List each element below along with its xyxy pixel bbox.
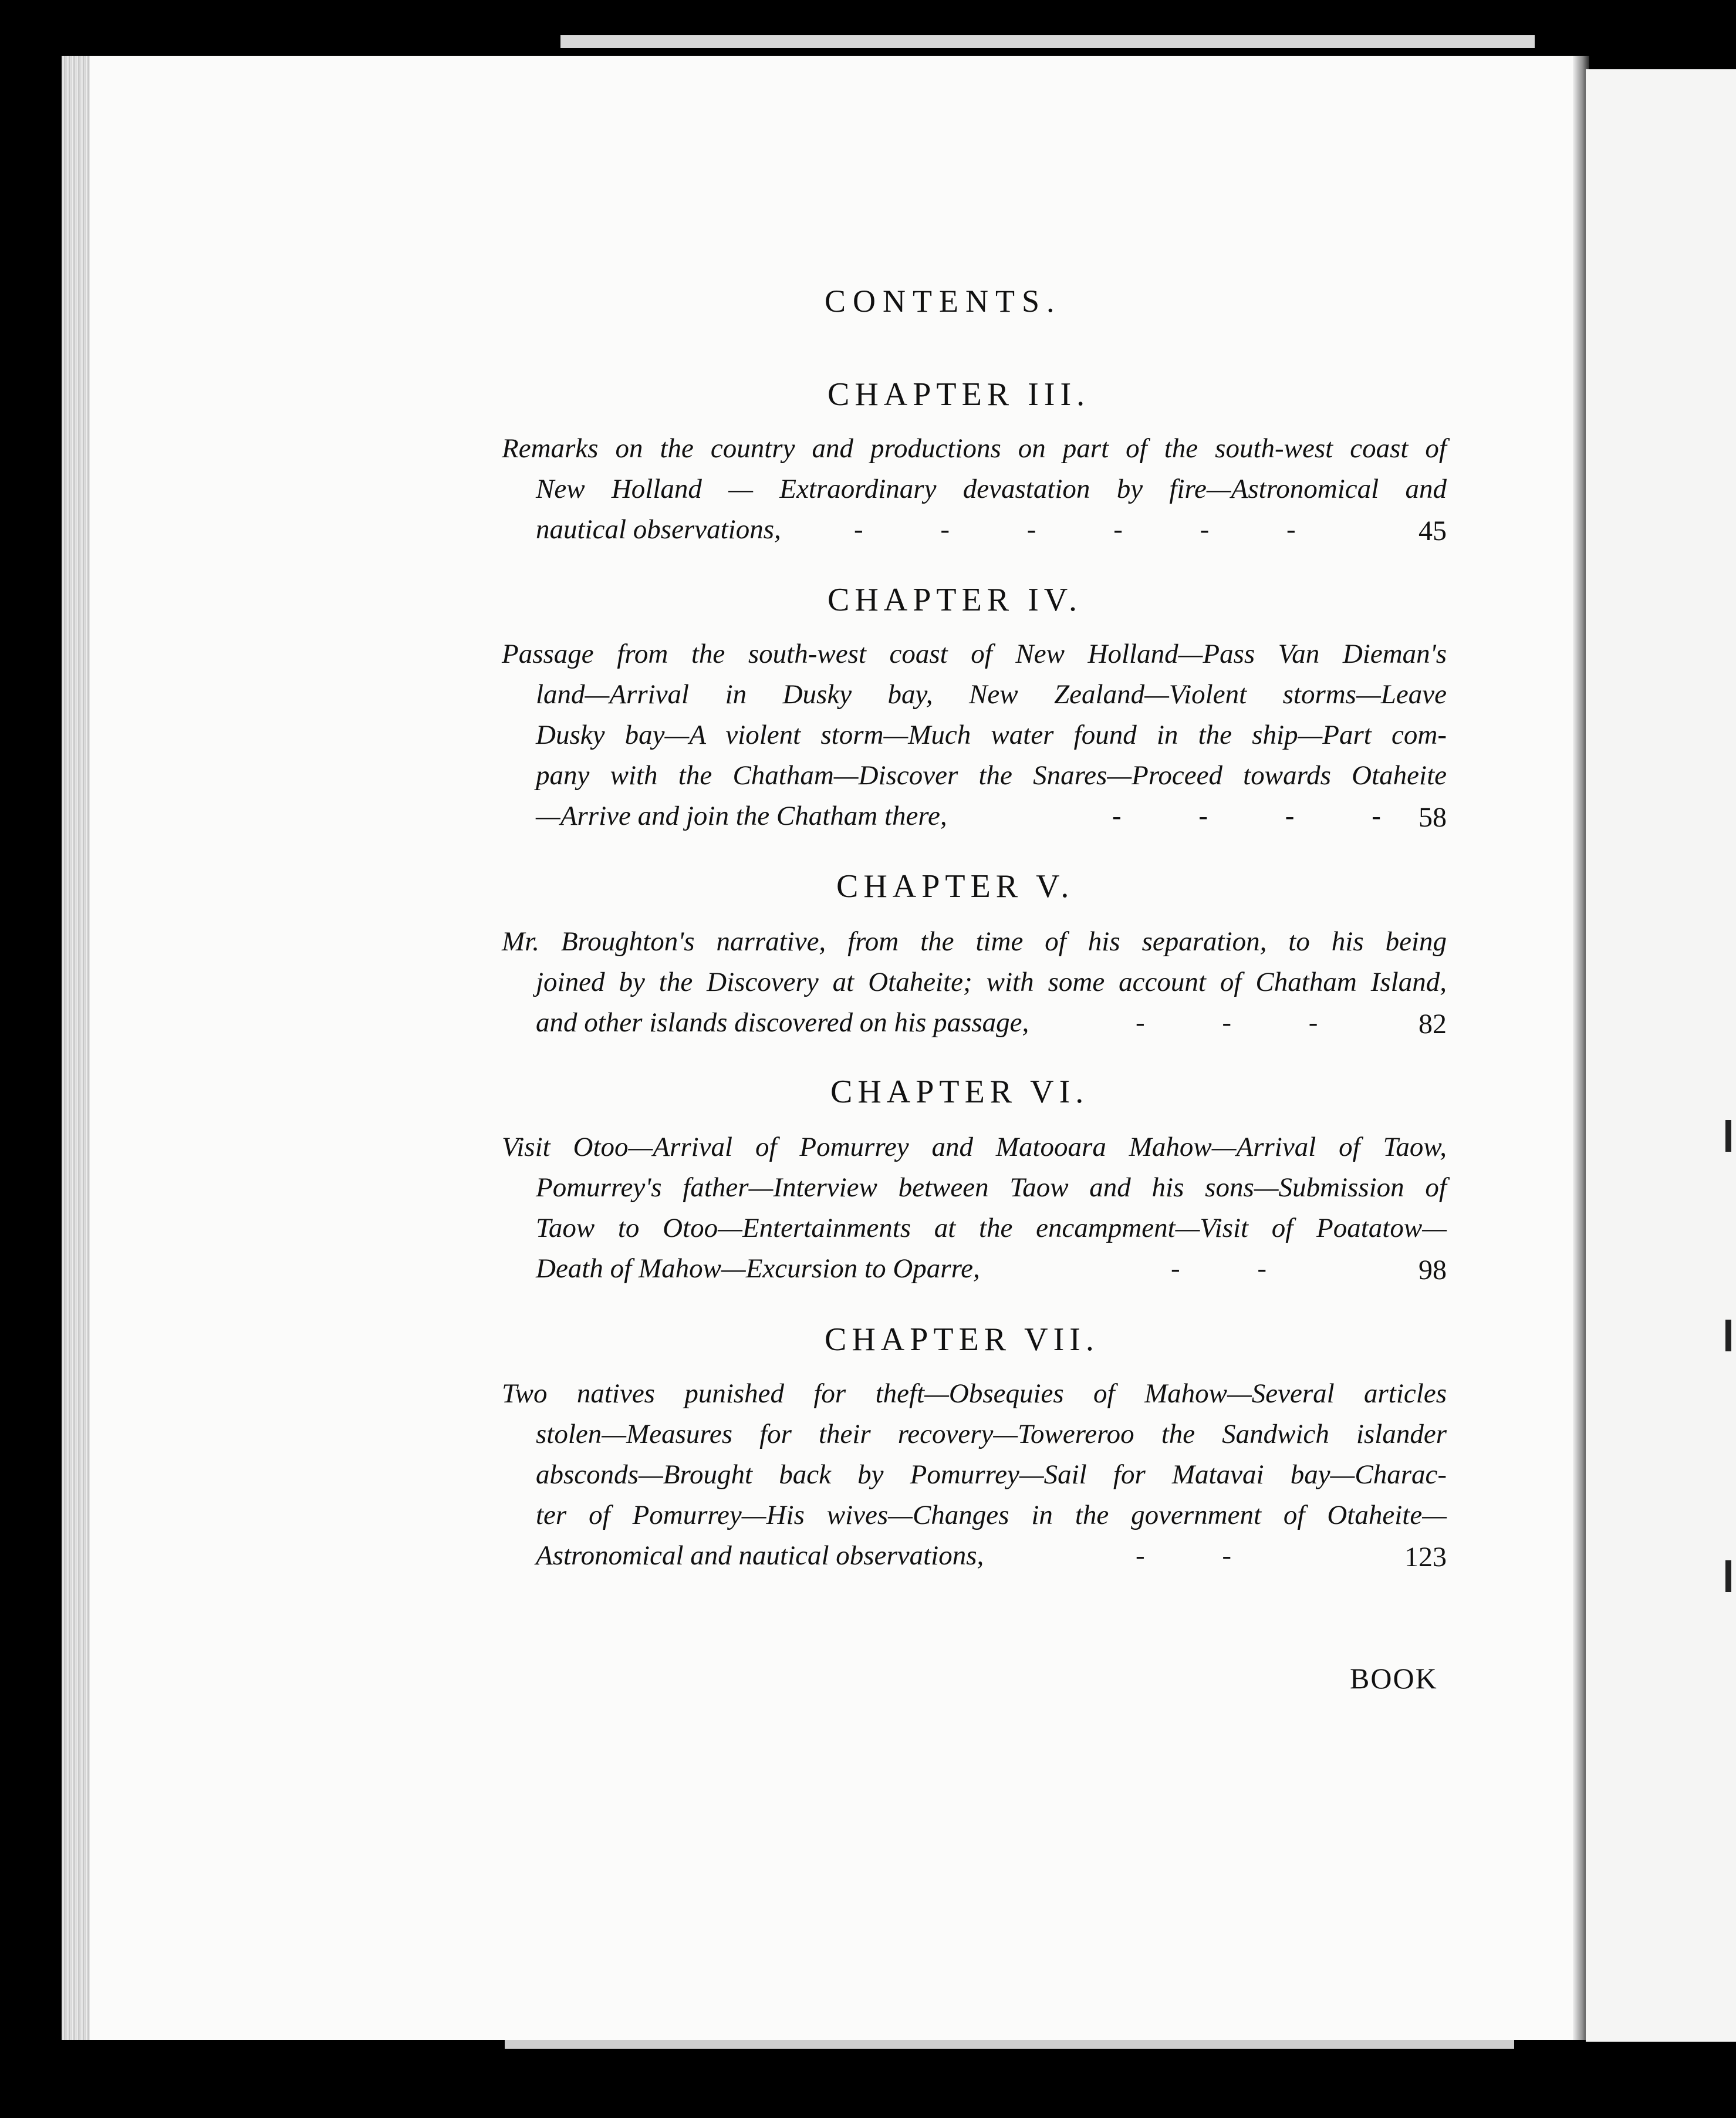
catchword: BOOK	[1350, 1662, 1438, 1695]
facing-page-mark	[1725, 1560, 1731, 1592]
book-page	[62, 56, 1585, 2040]
summary-line: Dusky bay—A violent storm—Much water found in the ship—Part com-	[536, 720, 1447, 750]
summary-line-last	[502, 1249, 1447, 1289]
summary-line: Passage from the south-west coast of New Holland—Pass Van Dieman's	[502, 639, 1447, 669]
page-number: 98	[1418, 1254, 1447, 1286]
page-number: 45	[1418, 515, 1447, 547]
facing-page-mark	[1725, 1120, 1731, 1152]
summary-line: joined by the Discovery at Otaheite; with some account of Chatham Island,	[536, 967, 1447, 997]
summary-line: absconds—Brought back by Pomurrey—Sail for Matavai bay—Charac-	[536, 1459, 1447, 1490]
chapter-heading: CHAPTER VI.	[830, 1074, 1089, 1110]
summary-line-last	[502, 510, 1447, 550]
chapter-summary	[502, 922, 1447, 1043]
leader-dots: - - - - - -	[854, 514, 1331, 545]
chapter-summary	[502, 429, 1447, 550]
summary-line-last	[502, 1003, 1447, 1043]
chapter-summary	[502, 1127, 1447, 1289]
page-number: 123	[1404, 1542, 1447, 1573]
summary-line: Taow to Otoo—Entertainments at the encampment—Visit of Poatatow—	[536, 1213, 1447, 1243]
chapter-heading: CHAPTER VII.	[825, 1321, 1099, 1358]
page-block-edge	[62, 56, 90, 2040]
summary-line: pany with the Chatham—Discover the Snares—Proceed towards Otaheite	[536, 760, 1447, 791]
chapter-summary	[502, 634, 1447, 837]
summary-line: Two natives punished for theft—Obsequies of Mahow—Several articles	[502, 1378, 1447, 1409]
page-number: 82	[1418, 1009, 1447, 1040]
page-title: CONTENTS.	[825, 284, 1062, 319]
summary-line: Astronomical and nautical observations,	[536, 1540, 984, 1571]
summary-line: land—Arrival in Dusky bay, New Zealand—Violent storms—Leave	[536, 679, 1447, 710]
facing-page-mark	[1725, 1320, 1731, 1351]
summary-line: Remarks on the country and productions on part of the south-west coast of	[502, 433, 1447, 464]
summary-line: Visit Otoo—Arrival of Pomurrey and Matooara Mahow—Arrival of Taow,	[502, 1132, 1447, 1162]
summary-line: stolen—Measures for their recovery—Towereroo the Sandwich islander	[536, 1419, 1447, 1449]
scanner-edge-top	[560, 35, 1535, 48]
summary-line: New Holland — Extraordinary devastation by fire—Astronomical and	[536, 474, 1447, 504]
leader-dots: - -	[1136, 1540, 1267, 1571]
chapter-heading: CHAPTER IV.	[828, 582, 1083, 618]
summary-line-last	[502, 796, 1447, 837]
chapter-heading: CHAPTER V.	[836, 868, 1075, 905]
summary-line: —Arrive and join the Chatham there,	[536, 801, 947, 831]
summary-line: and other islands discovered on his passage,	[536, 1007, 1029, 1038]
facing-page-strip	[1586, 69, 1736, 2042]
summary-line: ter of Pomurrey—His wives—Changes in the government of Otaheite—	[536, 1500, 1447, 1530]
summary-line: Death of Mahow—Excursion to Oparre,	[536, 1253, 980, 1284]
summary-line-last	[502, 1536, 1447, 1576]
chapter-summary	[502, 1374, 1447, 1576]
summary-line: nautical observations,	[536, 514, 781, 545]
leader-dots: - - -	[1136, 1007, 1353, 1038]
leader-dots: - - - -	[1112, 801, 1416, 831]
chapter-heading: CHAPTER III.	[828, 376, 1090, 413]
summary-line: Pomurrey's father—Interview between Taow and his sons—Submission of	[536, 1172, 1447, 1203]
leader-dots: - -	[1171, 1253, 1302, 1284]
summary-line: Mr. Broughton's narrative, from the time of his separation, to his being	[502, 926, 1447, 957]
page-number: 58	[1418, 802, 1447, 833]
